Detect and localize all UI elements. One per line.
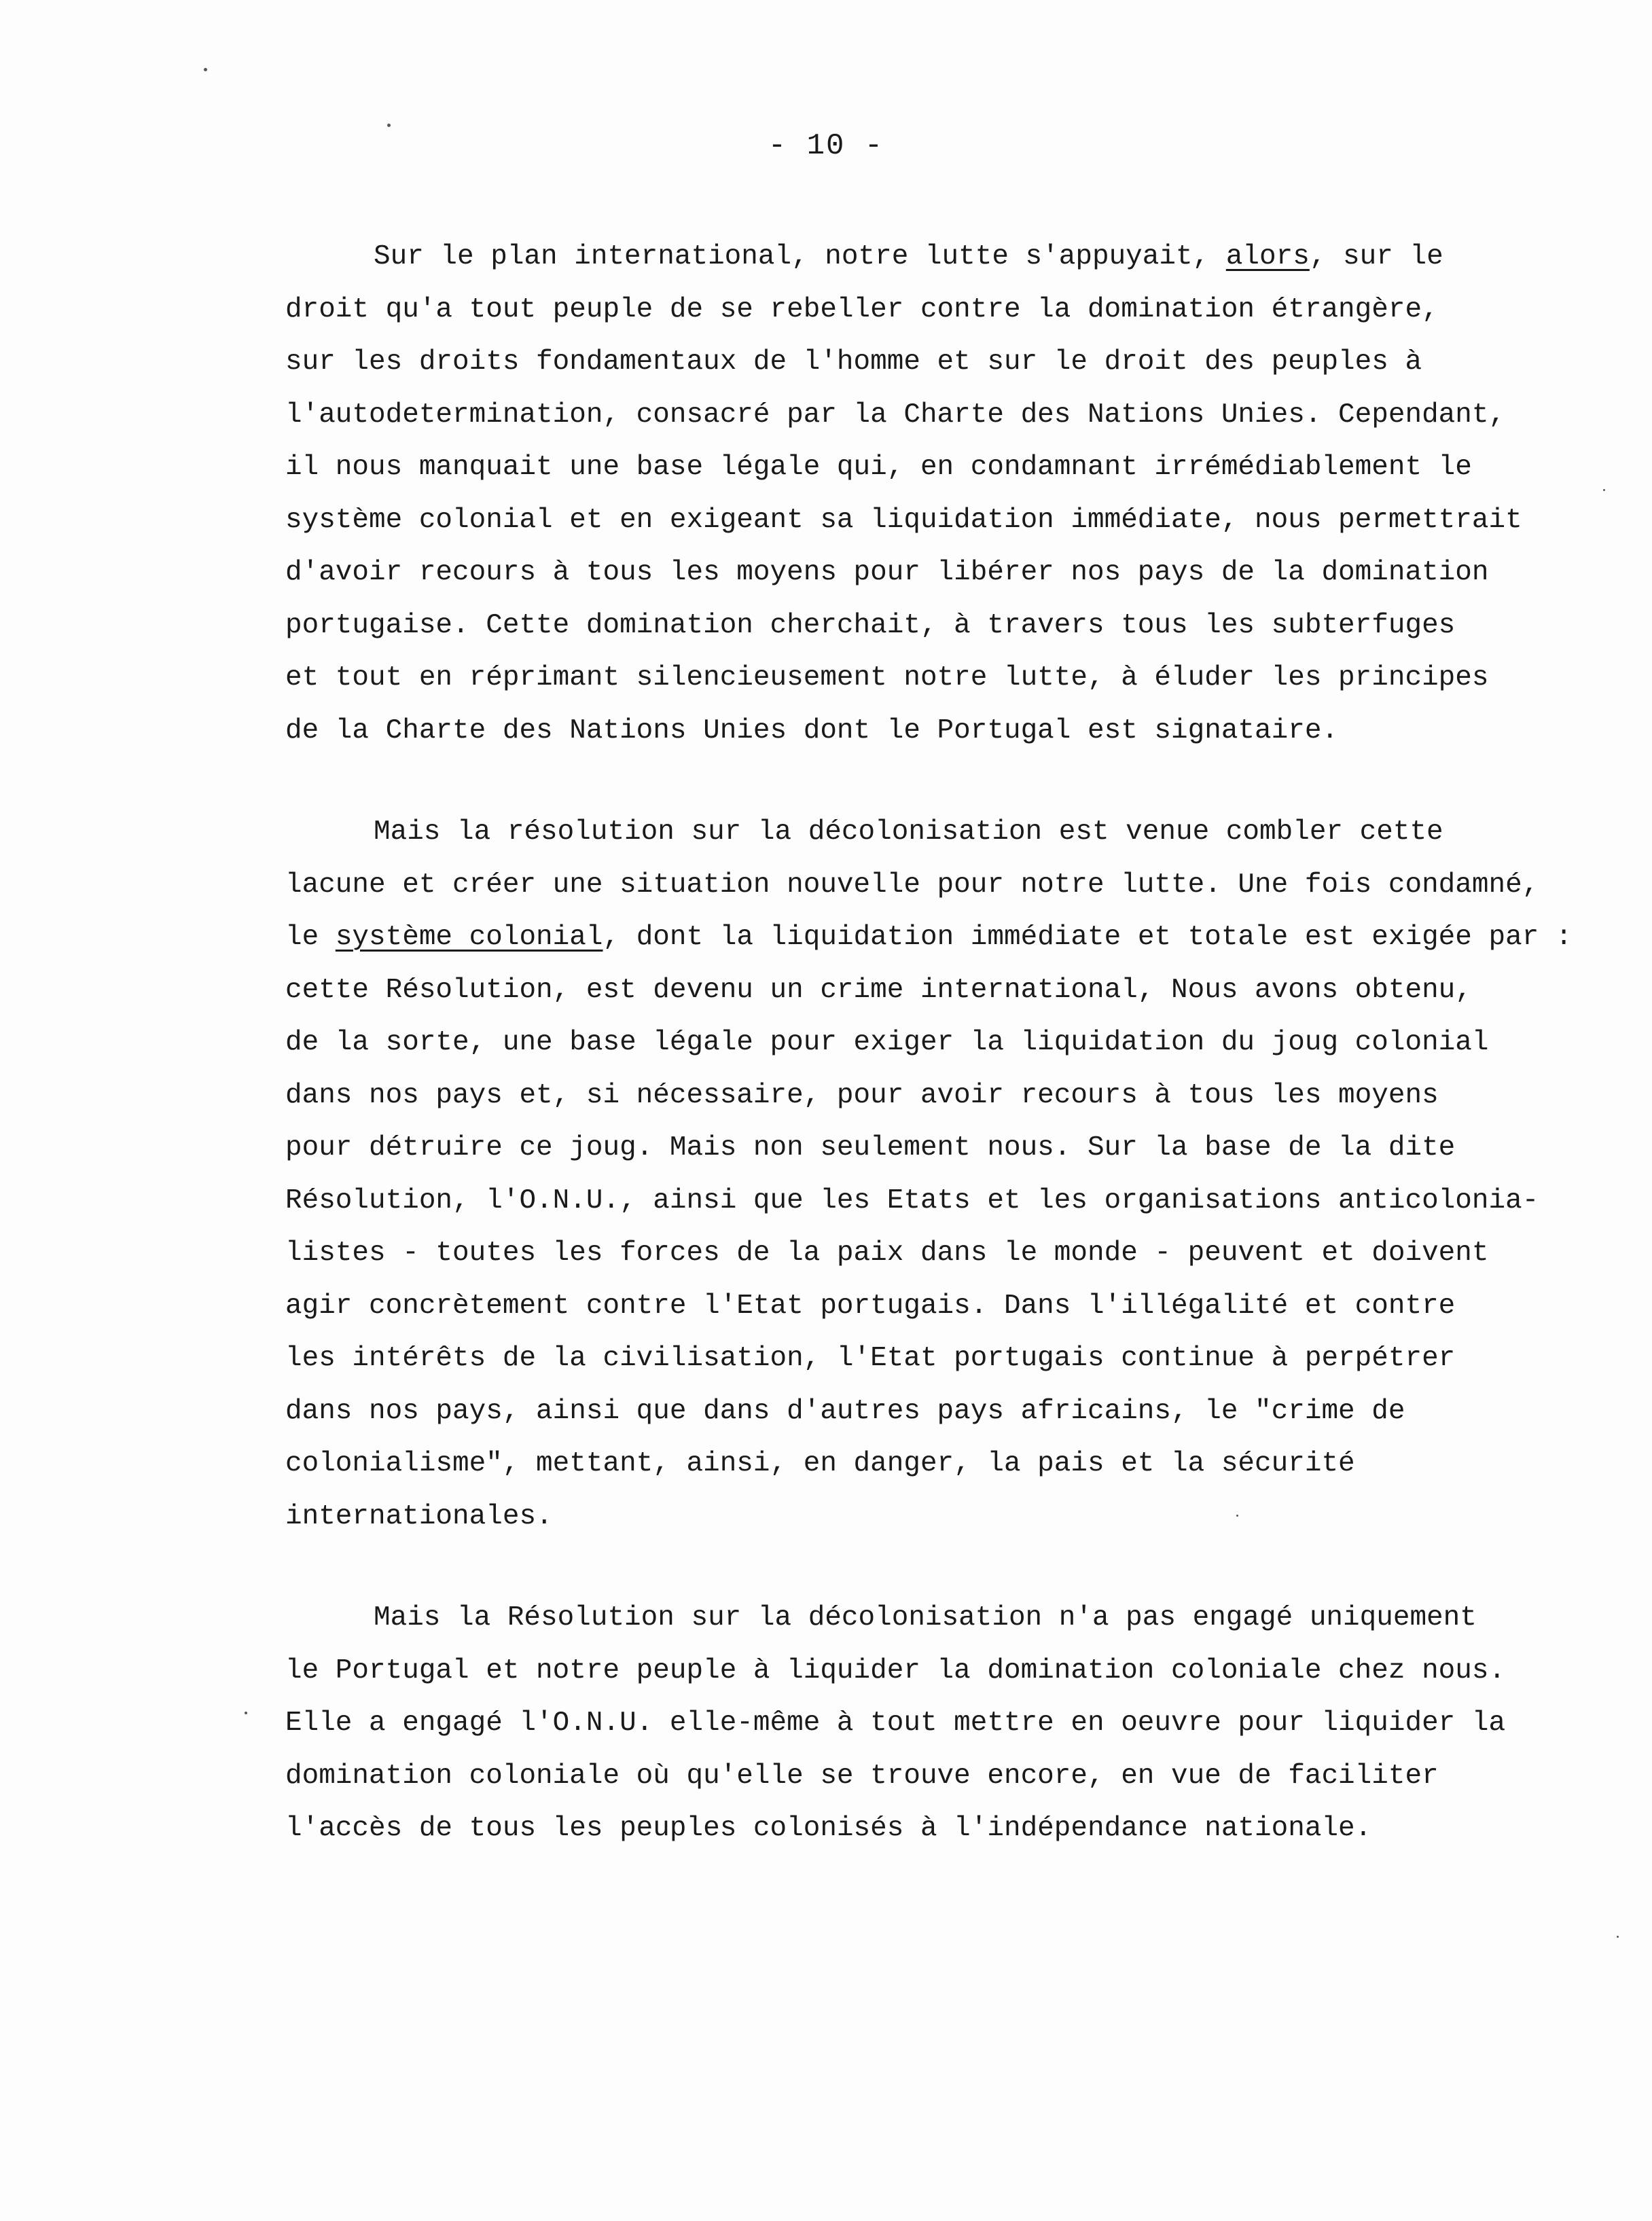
text-line: [285, 284, 1590, 337]
text-segment: le: [285, 922, 336, 953]
text-segment: portugaise. Cette domination cherchait, à travers tous les subterfuges: [285, 609, 1456, 641]
text-segment: Résolution, l'O.N.U., ainsi que les Etats et les organisations anticolonia-: [285, 1185, 1539, 1216]
text-line: [285, 1750, 1590, 1803]
text-segment: , sur le: [1309, 241, 1443, 272]
text-segment: colonialisme", mettant, ainsi, en danger, la pais et la sécurité: [285, 1448, 1355, 1479]
text-line: [285, 1645, 1590, 1698]
text-segment: Elle a engagé l'O.N.U. elle-même à tout mettre en oeuvre pour liquider la: [285, 1708, 1506, 1739]
paragraph: [285, 231, 1590, 757]
text-line: [285, 1491, 1590, 1544]
document-body: [285, 231, 1590, 1904]
text-segment: pour détruire ce joug. Mais non seulement nous. Sur la base de la dite: [285, 1132, 1456, 1163]
scan-speck: [387, 124, 391, 127]
page-number: - 10 -: [768, 129, 884, 163]
text-line: [285, 336, 1590, 389]
text-segment: droit qu'a tout peuple de se rebeller contre la domination étrangère,: [285, 293, 1439, 325]
text-segment: l'autodetermination, consacré par la Charte des Nations Unies. Cependant,: [285, 399, 1506, 431]
text-segment: listes - toutes les forces de la paix dans le monde - peuvent et doivent: [285, 1238, 1489, 1269]
text-line: [285, 1280, 1590, 1333]
text-segment: agir concrètement contre l'Etat portugais. Dans l'illégalité et contre: [285, 1290, 1456, 1322]
text-segment: dans nos pays, ainsi que dans d'autres pays africains, le "crime de: [285, 1395, 1405, 1427]
text-line: [285, 231, 1590, 284]
text-segment: internationales.: [285, 1500, 553, 1532]
text-line: [285, 859, 1590, 912]
text-segment: de la Charte des Nations Unies dont le Portugal est signataire.: [285, 715, 1339, 746]
text-segment: Mais la Résolution sur la décolonisation n'a pas engagé uniquement: [374, 1602, 1477, 1633]
text-line: [285, 1122, 1590, 1175]
text-line: [285, 1592, 1590, 1645]
text-segment: le Portugal et notre peuple à liquider la domination coloniale chez nous.: [285, 1655, 1506, 1686]
text-line: [285, 600, 1590, 653]
text-line: [285, 1438, 1590, 1491]
text-segment: domination coloniale où qu'elle se trouve encore, en vue de faciliter: [285, 1760, 1439, 1792]
text-line: [285, 1697, 1590, 1750]
text-line: [285, 806, 1590, 859]
underlined-text: alors: [1225, 241, 1310, 272]
text-line: [285, 441, 1590, 494]
text-segment: dans nos pays et, si nécessaire, pour avoir recours à tous les moyens: [285, 1079, 1439, 1111]
text-line: [285, 389, 1590, 442]
underlined-text: système colonial: [335, 922, 603, 953]
text-segment: Sur le plan international, notre lutte s'appuyait,: [374, 241, 1226, 272]
text-line: [285, 705, 1590, 758]
scan-speck: [204, 68, 207, 71]
text-line: [285, 1333, 1590, 1386]
text-segment: d'avoir recours à tous les moyens pour libérer nos pays de la domination: [285, 557, 1489, 588]
scan-speck: [1603, 489, 1605, 491]
text-segment: de la sorte, une base légale pour exiger la liquidation du joug colonial: [285, 1027, 1489, 1058]
text-segment: lacune et créer une situation nouvelle pour notre lutte. Une fois condamné,: [285, 869, 1539, 901]
text-line: [285, 1070, 1590, 1123]
text-line: [285, 1227, 1590, 1280]
text-line: [285, 1386, 1590, 1439]
scan-speck: [1617, 1936, 1619, 1938]
text-segment: Mais la résolution sur la décolonisation est venue combler cette: [374, 816, 1443, 848]
text-segment: les intérêts de la civilisation, l'Etat portugais continue à perpétrer: [285, 1343, 1456, 1374]
text-segment: sur les droits fondamentaux de l'homme et sur le droit des peuples à: [285, 346, 1422, 378]
paragraph: [285, 1592, 1590, 1856]
text-segment: , dont la liquidation immédiate et totale est exigée par :: [603, 922, 1573, 953]
text-segment: cette Résolution, est devenu un crime international, Nous avons obtenu,: [285, 974, 1472, 1006]
text-line: [285, 1017, 1590, 1070]
text-line: [285, 547, 1590, 600]
scan-speck: [245, 1712, 247, 1714]
text-line: [285, 964, 1590, 1017]
text-segment: et tout en réprimant silencieusement notre lutte, à éluder les principes: [285, 662, 1489, 693]
paragraph: [285, 806, 1590, 1543]
text-segment: système colonial et en exigeant sa liquidation immédiate, nous permettrait: [285, 504, 1522, 536]
scan-speck: [1236, 1515, 1238, 1517]
text-line: [285, 1803, 1590, 1856]
text-segment: l'accès de tous les peuples colonisés à l'indépendance nationale.: [285, 1813, 1372, 1844]
text-line: [285, 911, 1590, 964]
text-line: [285, 494, 1590, 547]
text-line: [285, 652, 1590, 705]
text-segment: il nous manquait une base légale qui, en condamnant irrémédiablement le: [285, 452, 1472, 483]
text-line: [285, 1175, 1590, 1228]
